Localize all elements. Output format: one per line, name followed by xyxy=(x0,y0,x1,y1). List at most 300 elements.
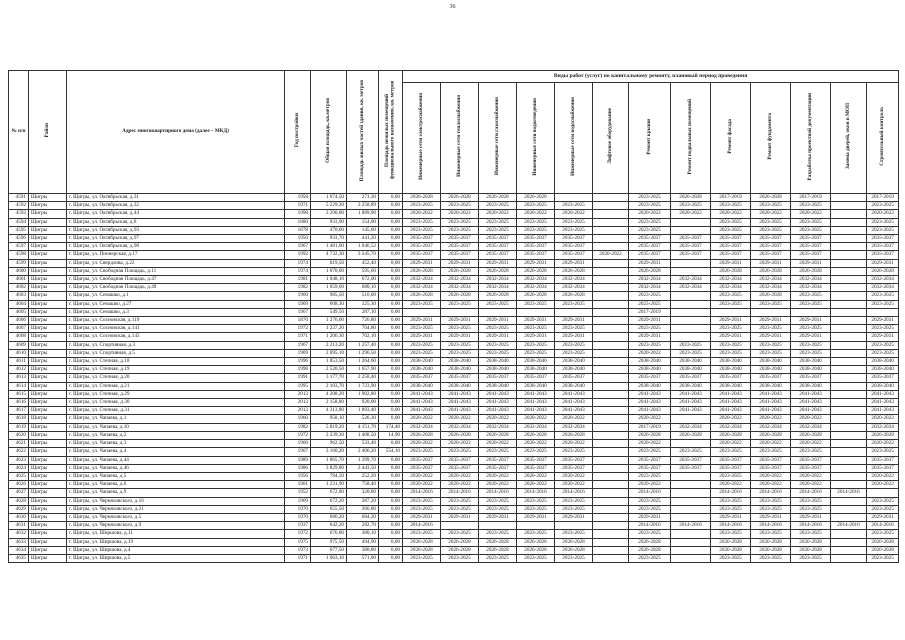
cell-work-period: 2017-2019 xyxy=(629,308,671,316)
cell-area: 1 723,90 xyxy=(347,382,379,390)
cell-work-period xyxy=(593,407,629,415)
cell-address: г. Щигры, ул. Свободная Площадь, д.49 xyxy=(67,284,285,292)
cell-work-period: 2029-2031 xyxy=(629,333,671,341)
cell-district: Щигры xyxy=(29,546,67,554)
cell-work-period: 2035-2037 xyxy=(441,243,479,251)
cell-work-period: 2023-2025 xyxy=(791,497,831,505)
cell-address: г. Щигры, ул. Степная, д.21 xyxy=(67,382,285,390)
cell-work-period: 2020-2022 xyxy=(517,472,555,480)
cell-work-period: 2023-2025 xyxy=(791,448,831,456)
cell-year: 1974 xyxy=(285,259,311,267)
cell-work-period xyxy=(593,325,629,333)
cell-work-period: 2029-2031 xyxy=(867,259,899,267)
cell-work-period: 2023-2025 xyxy=(867,226,899,234)
cell-work-period: 2038-2040 xyxy=(629,358,671,366)
cell-address: г. Щигры, ул. Семашко, д.1 xyxy=(67,292,285,300)
cell-address: г. Щигры, ул. Ширшова, д.19 xyxy=(67,538,285,546)
cell-work-period: 2023-2025 xyxy=(555,448,593,456)
cell-work-period: 2026-2028 xyxy=(555,267,593,275)
table-row xyxy=(9,423,899,431)
cell-work-period xyxy=(593,284,629,292)
cell-work-period: 2029-2031 xyxy=(403,513,441,521)
cell-district: Щигры xyxy=(29,276,67,284)
cell-work-period: 2038-2040 xyxy=(751,366,791,374)
cell-work-period: 2014-2016 xyxy=(441,489,479,497)
cell-work-period: 2023-2025 xyxy=(555,300,593,308)
cell-area: 0,00 xyxy=(379,218,403,226)
cell-area: 1 074,50 xyxy=(311,194,347,202)
cell-work-period: 2026-2028 xyxy=(479,546,517,554)
cell-work-period: 2035-2037 xyxy=(441,235,479,243)
cell-work-period xyxy=(671,292,711,300)
cell-work-period: 2035-2037 xyxy=(517,251,555,259)
cell-work-period: 2026-2028 xyxy=(403,267,441,275)
cell-work-period: 2035-2037 xyxy=(629,235,671,243)
cell-num: 4634 xyxy=(9,546,29,554)
cell-address: г. Щигры, ул. Чапаева, д.10 xyxy=(67,423,285,431)
cell-area: 672,80 xyxy=(311,489,347,497)
table-row xyxy=(9,349,899,357)
cell-work-period: 2023-2025 xyxy=(711,218,751,226)
cell-work-period: 2023-2025 xyxy=(751,218,791,226)
cell-work-period xyxy=(831,292,867,300)
cell-work-period: 2023-2025 xyxy=(711,530,751,538)
cell-work-period: 2023-2025 xyxy=(751,226,791,234)
cell-work-period: 2023-2025 xyxy=(555,349,593,357)
cell-address: г. Щигры, ул. Чапаева, д.1 xyxy=(67,415,285,423)
cell-work-period: 2023-2025 xyxy=(403,505,441,513)
cell-work-period: 2032-2034 xyxy=(751,284,791,292)
cell-num: 4627 xyxy=(9,489,29,497)
cell-work-period: 2020-2022 xyxy=(867,481,899,489)
cell-work-period: 2023-2025 xyxy=(555,505,593,513)
cell-work-period xyxy=(831,472,867,480)
cell-work-period: 2038-2040 xyxy=(711,366,751,374)
cell-work-period: 2035-2037 xyxy=(711,464,751,472)
cell-work-period: 2020-2022 xyxy=(479,481,517,489)
cell-work-period xyxy=(831,423,867,431)
header-address: Адрес многоквартирного дома (далее – МКД) xyxy=(67,71,285,194)
cell-work-period: 2023-2025 xyxy=(711,292,751,300)
table-row xyxy=(9,317,899,325)
cell-num: 4603 xyxy=(9,292,29,300)
cell-district: Щигры xyxy=(29,243,67,251)
cell-work-period: 2023-2025 xyxy=(441,218,479,226)
header-work-design: Разработка проектной документации xyxy=(791,83,831,194)
cell-work-period xyxy=(593,546,629,554)
cell-work-period xyxy=(593,259,629,267)
cell-work-period xyxy=(671,259,711,267)
cell-work-period: 2020-2022 xyxy=(751,472,791,480)
cell-work-period: 2014-2016 xyxy=(517,489,555,497)
cell-work-period: 2023-2025 xyxy=(629,194,671,202)
cell-work-period xyxy=(831,382,867,390)
cell-work-period: 2035-2037 xyxy=(403,374,441,382)
cell-work-period: 2026-2028 xyxy=(629,546,671,554)
cell-area: 287,10 xyxy=(347,308,379,316)
cell-work-period: 2026-2028 xyxy=(403,292,441,300)
cell-work-period: 2041-2043 xyxy=(867,399,899,407)
cell-work-period: 2023-2025 xyxy=(517,505,555,513)
table-row xyxy=(9,530,899,538)
cell-work-period: 2035-2037 xyxy=(791,456,831,464)
cell-num: 4606 xyxy=(9,317,29,325)
cell-work-period xyxy=(671,300,711,308)
cell-work-period: 2041-2043 xyxy=(403,390,441,398)
cell-work-period: 2026-2028 xyxy=(629,538,671,546)
cell-work-period: 2029-2031 xyxy=(751,513,791,521)
cell-work-period: 2035-2037 xyxy=(555,243,593,251)
cell-work-period xyxy=(831,308,867,316)
cell-work-period: 2038-2040 xyxy=(791,382,831,390)
header-num: № п/п xyxy=(9,71,29,194)
cell-area: 758,40 xyxy=(347,481,379,489)
cell-work-period: 2023-2025 xyxy=(517,530,555,538)
cell-work-period: 2029-2031 xyxy=(791,333,831,341)
table-row xyxy=(9,194,899,202)
cell-work-period: 2023-2025 xyxy=(751,554,791,562)
table-row xyxy=(9,226,899,234)
cell-work-period: 2020-2022 xyxy=(441,415,479,423)
table-row xyxy=(9,292,899,300)
cell-work-period: 2032-2034 xyxy=(555,276,593,284)
cell-work-period xyxy=(671,267,711,275)
cell-work-period: 2035-2037 xyxy=(867,456,899,464)
table-row xyxy=(9,374,899,382)
cell-work-period: 2035-2037 xyxy=(629,243,671,251)
cell-year: 1982 xyxy=(285,284,311,292)
cell-work-period: 2029-2031 xyxy=(791,513,831,521)
cell-area: 271,30 xyxy=(347,194,379,202)
cell-work-period: 2038-2040 xyxy=(479,358,517,366)
cell-work-period: 2023-2025 xyxy=(403,202,441,210)
cell-work-period: 2041-2043 xyxy=(555,399,593,407)
cell-work-period: 2014-2016 xyxy=(751,489,791,497)
cell-year: 2013 xyxy=(285,407,311,415)
cell-district: Щигры xyxy=(29,538,67,546)
cell-work-period: 2014-2016 xyxy=(555,489,593,497)
header-work-doors: Замена дверей, окон в МОП xyxy=(831,83,867,194)
cell-year: 1982 xyxy=(285,423,311,431)
cell-num: 4607 xyxy=(9,325,29,333)
cell-work-period xyxy=(593,497,629,505)
cell-work-period: 2020-2022 xyxy=(751,481,791,489)
cell-work-period: 2020-2022 xyxy=(555,472,593,480)
cell-work-period xyxy=(831,210,867,218)
cell-area: 1 296,50 xyxy=(347,349,379,357)
cell-district: Щигры xyxy=(29,497,67,505)
cell-work-period: 2020-2022 xyxy=(441,440,479,448)
cell-area: 819,50 xyxy=(311,259,347,267)
cell-district: Щигры xyxy=(29,440,67,448)
cell-year: 1992 xyxy=(285,251,311,259)
cell-work-period: 2023-2025 xyxy=(867,341,899,349)
cell-work-period: 2020-2022 xyxy=(593,251,629,259)
cell-work-period xyxy=(593,276,629,284)
cell-num: 4626 xyxy=(9,481,29,489)
cell-area: 0,00 xyxy=(379,259,403,267)
cell-area: 985,50 xyxy=(311,292,347,300)
cell-area: 962,50 xyxy=(311,440,347,448)
cell-num: 4624 xyxy=(9,464,29,472)
cell-work-period: 2023-2025 xyxy=(751,497,791,505)
table-row xyxy=(9,472,899,480)
cell-area: 2 103,70 xyxy=(311,382,347,390)
cell-work-period: 2035-2037 xyxy=(671,456,711,464)
cell-work-period xyxy=(593,300,629,308)
cell-work-period xyxy=(671,325,711,333)
cell-work-period: 2026-2028 xyxy=(791,546,831,554)
header-work-elevator: Лифтовое оборудование xyxy=(593,83,629,194)
cell-area: 0,00 xyxy=(379,538,403,546)
cell-work-period: 2023-2025 xyxy=(555,226,593,234)
cell-work-period: 2041-2043 xyxy=(629,390,671,398)
cell-work-period: 2023-2025 xyxy=(403,554,441,562)
cell-num: 4616 xyxy=(9,399,29,407)
cell-area: 0,00 xyxy=(379,546,403,554)
cell-num: 4619 xyxy=(9,423,29,431)
cell-area: 2 339,30 xyxy=(311,431,347,439)
cell-work-period: 2020-2022 xyxy=(867,440,899,448)
cell-work-period: 2041-2043 xyxy=(403,407,441,415)
cell-district: Щигры xyxy=(29,505,67,513)
cell-district: Щигры xyxy=(29,456,67,464)
cell-work-period: 2026-2028 xyxy=(751,194,791,202)
cell-work-period: 2026-2028 xyxy=(441,546,479,554)
cell-num: 4591 xyxy=(9,194,29,202)
cell-work-period xyxy=(593,341,629,349)
cell-work-period: 2014-2016 xyxy=(867,522,899,530)
cell-work-period: 2020-2022 xyxy=(403,210,441,218)
cell-work-period: 2023-2025 xyxy=(629,325,671,333)
cell-num: 4611 xyxy=(9,358,29,366)
cell-work-period: 2035-2037 xyxy=(629,464,671,472)
cell-work-period xyxy=(441,522,479,530)
cell-year: 1970 xyxy=(285,513,311,521)
cell-area: 516,00 xyxy=(347,292,379,300)
cell-work-period: 2035-2037 xyxy=(791,243,831,251)
cell-work-period: 2023-2025 xyxy=(791,300,831,308)
cell-work-period: 2020-2022 xyxy=(517,210,555,218)
cell-work-period xyxy=(593,415,629,423)
cell-work-period: 2026-2028 xyxy=(867,431,899,439)
cell-district: Щигры xyxy=(29,194,67,202)
cell-work-period: 2026-2028 xyxy=(517,292,555,300)
cell-area: 1 889,90 xyxy=(347,210,379,218)
cell-work-period: 2020-2022 xyxy=(479,210,517,218)
cell-area: 726,80 xyxy=(347,317,379,325)
cell-work-period: 2023-2025 xyxy=(517,349,555,357)
cell-work-period: 2014-2016 xyxy=(751,522,791,530)
cell-year: 1967 xyxy=(285,448,311,456)
cell-district: Щигры xyxy=(29,325,67,333)
cell-area: 680,10 xyxy=(347,284,379,292)
cell-num: 4632 xyxy=(9,530,29,538)
cell-work-period: 2038-2040 xyxy=(479,366,517,374)
cell-work-period: 2023-2025 xyxy=(671,202,711,210)
cell-work-period: 2026-2028 xyxy=(751,292,791,300)
cell-area: 676,80 xyxy=(311,530,347,538)
cell-district: Щигры xyxy=(29,472,67,480)
cell-work-period: 2020-2022 xyxy=(555,481,593,489)
cell-work-period: 2020-2022 xyxy=(441,481,479,489)
cell-work-period: 2032-2034 xyxy=(671,276,711,284)
cell-work-period: 2029-2031 xyxy=(517,513,555,521)
table-row xyxy=(9,546,899,554)
table-row xyxy=(9,481,899,489)
table-row xyxy=(9,431,899,439)
cell-address: г. Щигры, ул. Степная, д.19 xyxy=(67,366,285,374)
cell-year: 1995 xyxy=(285,382,311,390)
cell-work-period: 2023-2025 xyxy=(867,497,899,505)
cell-area: 14,90 xyxy=(379,431,403,439)
cell-area: 494,90 xyxy=(347,538,379,546)
cell-area: 4 208,20 xyxy=(311,390,347,398)
cell-year: 1971 xyxy=(285,554,311,562)
cell-num: 4618 xyxy=(9,415,29,423)
cell-work-period: 2035-2037 xyxy=(517,374,555,382)
cell-area: 0,00 xyxy=(379,390,403,398)
cell-year: 1981 xyxy=(285,276,311,284)
cell-work-period xyxy=(867,489,899,497)
cell-work-period: 2041-2043 xyxy=(671,407,711,415)
cell-year: 1986 xyxy=(285,464,311,472)
cell-work-period: 2023-2025 xyxy=(629,218,671,226)
cell-district: Щигры xyxy=(29,300,67,308)
cell-work-period: 2026-2028 xyxy=(555,538,593,546)
cell-work-period xyxy=(831,358,867,366)
cell-work-period: 2035-2037 xyxy=(441,374,479,382)
cell-work-period xyxy=(671,415,711,423)
cell-work-period: 2029-2031 xyxy=(555,333,593,341)
cell-district: Щигры xyxy=(29,358,67,366)
cell-work-period: 2023-2025 xyxy=(867,325,899,333)
cell-work-period: 2023-2025 xyxy=(867,448,899,456)
cell-work-period xyxy=(831,554,867,562)
cell-work-period: 2035-2037 xyxy=(867,464,899,472)
cell-area: 3 345,70 xyxy=(347,251,379,259)
cell-district: Щигры xyxy=(29,481,67,489)
cell-work-period: 2023-2025 xyxy=(403,300,441,308)
cell-work-period: 2023-2025 xyxy=(517,341,555,349)
cell-district: Щигры xyxy=(29,522,67,530)
cell-district: Щигры xyxy=(29,382,67,390)
cell-work-period: 2029-2031 xyxy=(711,259,751,267)
cell-work-period: 2035-2037 xyxy=(867,374,899,382)
cell-year: 1950 xyxy=(285,235,311,243)
cell-district: Щигры xyxy=(29,390,67,398)
cell-work-period: 2023-2025 xyxy=(441,505,479,513)
cell-work-period: 2020-2022 xyxy=(403,472,441,480)
table-row xyxy=(9,251,899,259)
cell-work-period: 2029-2031 xyxy=(555,317,593,325)
cell-num: 4594 xyxy=(9,218,29,226)
cell-area: 920,00 xyxy=(347,399,379,407)
cell-work-period: 2029-2031 xyxy=(517,259,555,267)
cell-area: 3 258,89 xyxy=(347,202,379,210)
cell-work-period xyxy=(751,308,791,316)
cell-work-period: 2023-2025 xyxy=(517,497,555,505)
cell-work-period: 2023-2025 xyxy=(479,202,517,210)
table-row xyxy=(9,284,899,292)
cell-work-period xyxy=(831,341,867,349)
cell-work-period: 2041-2043 xyxy=(711,390,751,398)
header-living-area: Площадь жилых частей здания, кв. метров xyxy=(347,71,379,194)
cell-district: Щигры xyxy=(29,341,67,349)
cell-area: 0,00 xyxy=(379,505,403,513)
cell-work-period: 2041-2043 xyxy=(479,399,517,407)
cell-address: г. Щигры, ул. Ширшова, д.11 xyxy=(67,530,285,538)
cell-work-period: 2023-2025 xyxy=(711,349,751,357)
cell-work-period xyxy=(831,235,867,243)
cell-work-period: 2023-2025 xyxy=(867,300,899,308)
cell-work-period: 2038-2040 xyxy=(517,358,555,366)
cell-work-period: 2023-2025 xyxy=(517,226,555,234)
cell-work-period: 2023-2025 xyxy=(441,325,479,333)
cell-year: 2013 xyxy=(285,399,311,407)
cell-address: г. Щигры, ул. Семашко, д.3 xyxy=(67,308,285,316)
cell-work-period: 2038-2040 xyxy=(555,366,593,374)
cell-address: г. Щигры, ул. Черняховского, д.21 xyxy=(67,505,285,513)
cell-work-period xyxy=(831,276,867,284)
cell-num: 4595 xyxy=(9,226,29,234)
cell-year: 1998 xyxy=(285,210,311,218)
header-work-basement: Ремонт подвальных помещений xyxy=(671,83,711,194)
cell-work-period xyxy=(831,530,867,538)
cell-num: 4608 xyxy=(9,333,29,341)
cell-work-period: 2014-2016 xyxy=(711,489,751,497)
cell-area: 958,10 xyxy=(311,415,347,423)
cell-year: 1972 xyxy=(285,431,311,439)
cell-work-period: 2020-2022 xyxy=(479,415,517,423)
cell-address: г. Щигры, ул. Степная, д.31 xyxy=(67,407,285,415)
cell-work-period xyxy=(593,267,629,275)
cell-work-period xyxy=(831,481,867,489)
cell-area: 282,70 xyxy=(347,522,379,530)
cell-work-period: 2038-2040 xyxy=(441,382,479,390)
table-row xyxy=(9,513,899,521)
cell-work-period: 2032-2034 xyxy=(711,284,751,292)
cell-work-period: 2023-2025 xyxy=(517,554,555,562)
cell-work-period: 2023-2025 xyxy=(441,554,479,562)
cell-work-period: 2020-2022 xyxy=(629,210,671,218)
cell-district: Щигры xyxy=(29,210,67,218)
cell-work-period: 2035-2037 xyxy=(711,243,751,251)
cell-area: 0,00 xyxy=(379,382,403,390)
cell-work-period: 2035-2037 xyxy=(403,251,441,259)
cell-work-period xyxy=(671,333,711,341)
cell-work-period: 2023-2025 xyxy=(867,530,899,538)
cell-work-period: 2023-2025 xyxy=(751,300,791,308)
page-number: 36 xyxy=(449,4,456,10)
cell-work-period: 2038-2040 xyxy=(517,382,555,390)
cell-address: г. Щигры, ул. Сосновская, д.119 xyxy=(67,317,285,325)
header-district: Район xyxy=(29,71,67,194)
cell-work-period: 2041-2043 xyxy=(791,390,831,398)
cell-work-period: 2029-2031 xyxy=(479,513,517,521)
header-work-sewage: Инженерные сети водоотведения xyxy=(517,83,555,194)
cell-work-period: 2023-2025 xyxy=(711,554,751,562)
cell-work-period: 2023-2025 xyxy=(751,341,791,349)
cell-work-period: 2041-2043 xyxy=(751,407,791,415)
cell-work-period xyxy=(517,522,555,530)
cell-year: 1971 xyxy=(285,333,311,341)
cell-work-period: 2038-2040 xyxy=(867,366,899,374)
cell-work-period: 2032-2034 xyxy=(517,276,555,284)
cell-work-period: 2026-2028 xyxy=(867,267,899,275)
cell-address: г. Щигры, ул. Свободная Площадь, д.11 xyxy=(67,267,285,275)
cell-work-period: 2035-2037 xyxy=(751,374,791,382)
